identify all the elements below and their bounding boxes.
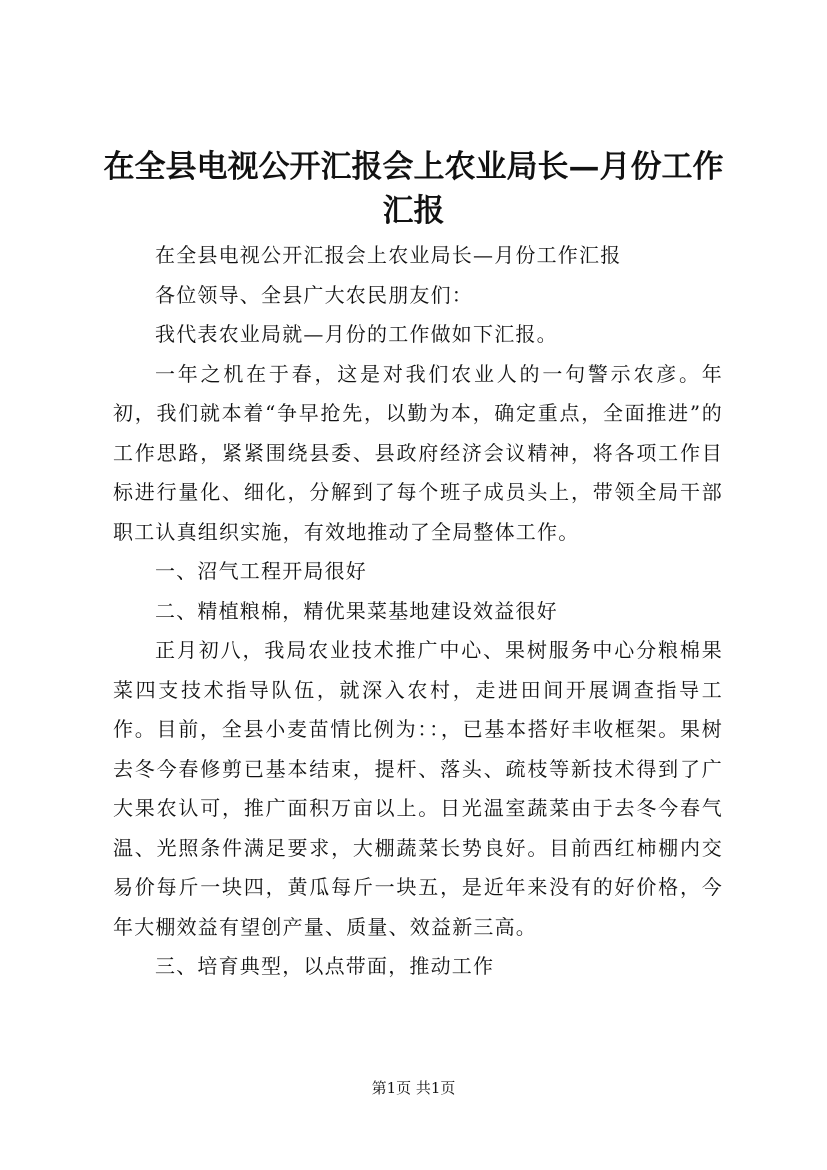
paragraph-agriculture-details: 正月初八，我局农业技术推广中心、果树服务中心分粮棉果菜四支技术指导队伍，就深入农村，走进田间开展调查指导工作。目前，全县小麦苗情比例为：：，已基本搭好丰收框架。果树去冬今春修剪已基本结束，提杆、落头、疏枝等新技术得到了广大果农认可，推广面积万亩以上。日光温室蔬菜由于去冬今春气温、光照条件满足要求，大棚蔬菜长势良好。目前西红柿棚内交易价每斤一块四，黄瓜每斤一块五，是近年来没有的好价格，今年大棚效益有望创产量、质量、效益新三高。 — [113, 638, 723, 939]
paragraph-greeting: 各位领导、全县广大农民朋友们： — [155, 282, 473, 307]
document-title: 在全县电视公开汇报会上农业局长—月份工作汇报 — [103, 149, 724, 229]
paragraph-overview: 一年之机在于春，这是对我们农业人的一句警示农彦。年初，我们就本着“争早抢先，以勤为本，确定重点，全面推进”的工作思路，紧紧围绕县委、县政府经济会议精神，将各项工作目标进行量化、细化，分解到了每个班子成员头上，带领全局干部职工认真组织实施，有效地推动了全局整体工作。 — [113, 361, 723, 544]
paragraph-intro: 我代表农业局就—月份的工作做如下汇报。 — [155, 322, 558, 346]
section-heading-3: 三、培育典型，以点带面，推动工作 — [155, 954, 495, 978]
paragraph-heading-repeat: 在全县电视公开汇报会上农业局长—月份工作汇报 — [155, 243, 622, 267]
section-heading-2: 二、精植粮棉，精优果菜基地建设效益很好 — [155, 598, 558, 623]
page-footer: 第1页 共1页 — [371, 1079, 456, 1097]
section-heading-1: 一、沼气工程开局很好 — [155, 559, 367, 583]
document-body — [113, 236, 723, 987]
